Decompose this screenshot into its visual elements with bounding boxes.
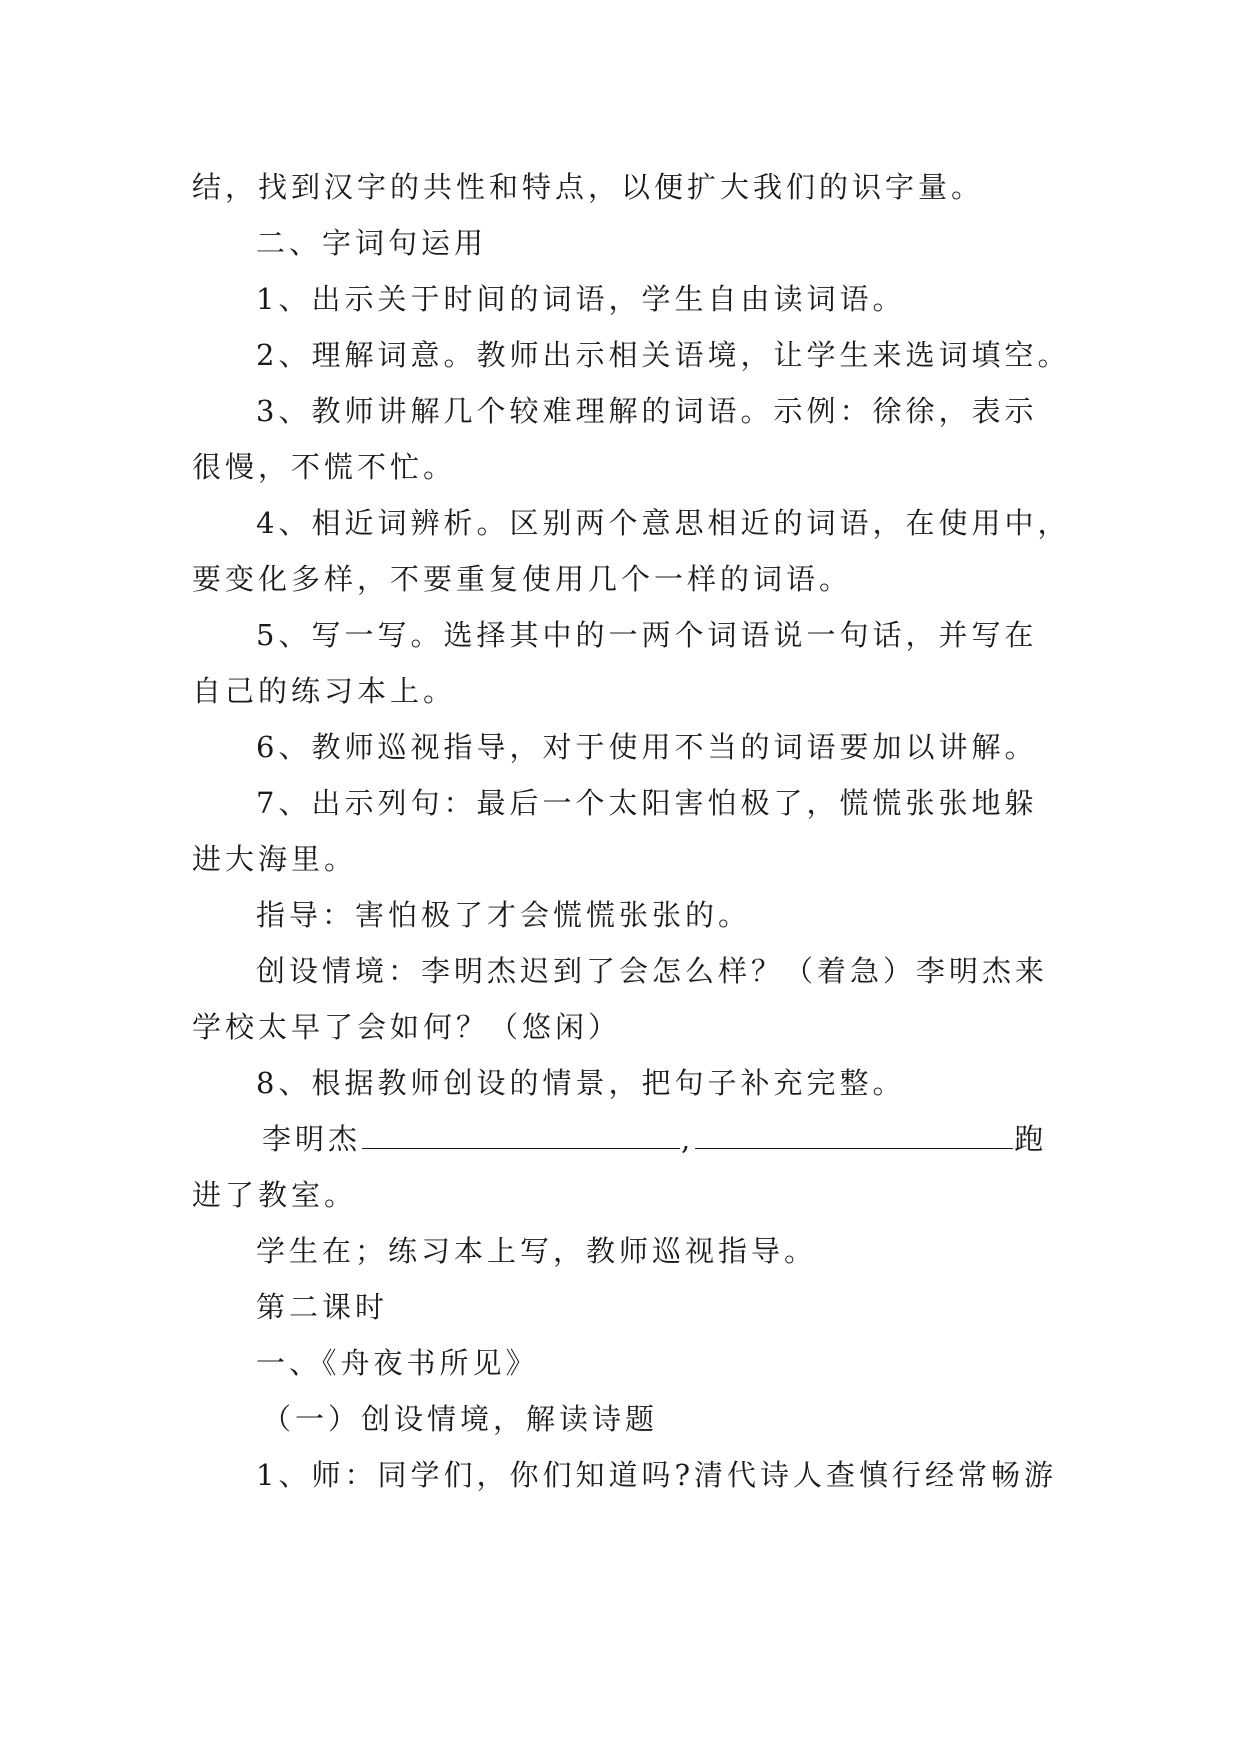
sub-heading: （一）创设情境，解读诗题 xyxy=(262,1402,659,1436)
text-line: 6、教师巡视指导，对于使用不当的词语要加以讲解。 xyxy=(256,730,1038,764)
text-line: 进了教室。 xyxy=(192,1178,358,1212)
text-line: 创设情境：李明杰迟到了会怎么样？（着急）李明杰来 xyxy=(256,954,1049,988)
text-line: 8、根据教师创设的情景，把句子补充完整。 xyxy=(256,1066,906,1100)
text-line: 1、出示关于时间的词语，学生自由读词语。 xyxy=(256,282,906,316)
text-line: 7、出示列句：最后一个太阳害怕极了，慌慌张张地躲 xyxy=(256,786,1038,820)
fill-suffix: 跑 xyxy=(1014,1122,1048,1156)
text-line: 2、理解词意。教师出示相关语境，让学生来选词填空。 xyxy=(256,338,1071,372)
text-line: 5、写一写。选择其中的一两个词语说一句话，并写在 xyxy=(256,618,1038,652)
text-line: 自己的练习本上。 xyxy=(192,674,457,708)
text-line: 4、相近词辨析。区别两个意思相近的词语，在使用中， xyxy=(256,506,1071,540)
text-line: 结，找到汉字的共性和特点，以便扩大我们的识字量。 xyxy=(192,170,985,204)
text-line: 要变化多样，不要重复使用几个一样的词语。 xyxy=(192,562,853,596)
fill-prefix: 李明杰 xyxy=(262,1122,362,1156)
text-line: 进大海里。 xyxy=(192,842,358,876)
text-line: 学校太早了会如何？（悠闲） xyxy=(192,1010,622,1044)
section-heading: 一、《舟夜书所见》 xyxy=(256,1346,539,1380)
section-heading: 第二课时 xyxy=(256,1290,389,1324)
section-heading: 二、字词句运用 xyxy=(256,226,488,260)
text-line: 学生在；练习本上写，教师巡视指导。 xyxy=(256,1234,818,1268)
blank-underline-2 xyxy=(695,1124,1013,1149)
fill-separator: , xyxy=(681,1122,695,1156)
blank-underline-1 xyxy=(362,1124,680,1149)
text-line: 很慢，不慌不忙。 xyxy=(192,450,457,484)
text-line: 3、教师讲解几个较难理解的词语。示例：徐徐，表示 xyxy=(256,394,1038,428)
text-line: 1、师：同学们，你们知道吗?清代诗人查慎行经常畅游 xyxy=(256,1458,1057,1492)
text-line: 指导：害怕极了才会慌慌张张的。 xyxy=(256,898,752,932)
fill-in-blank-line xyxy=(262,1119,1047,1159)
